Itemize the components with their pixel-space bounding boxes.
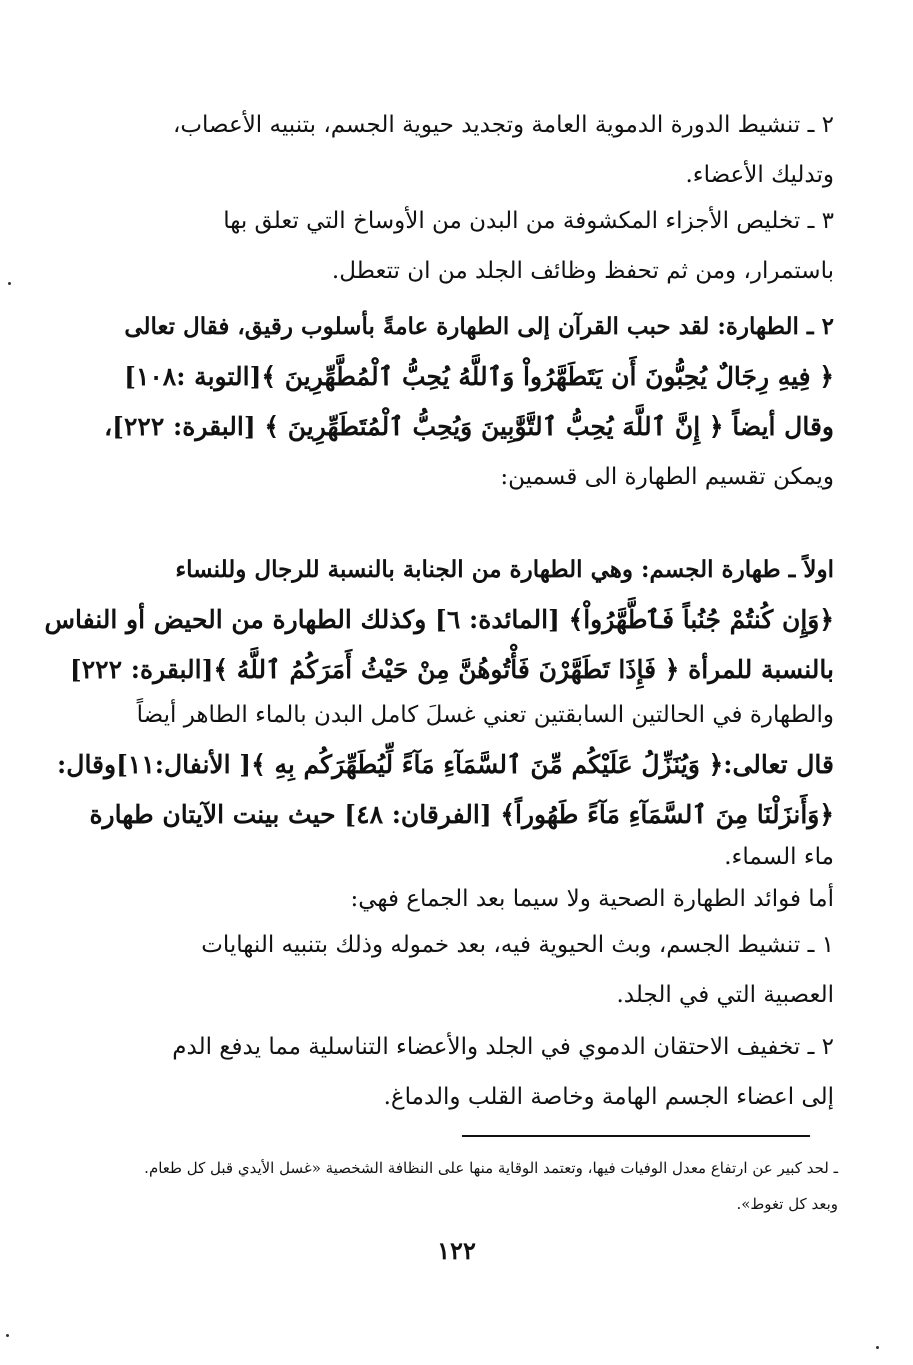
paragraph-benefits-intro bbox=[112, 874, 834, 924]
benefit-item-1 bbox=[112, 920, 834, 1020]
quran-verse-line: ﴿ فِيهِ رِجَالٌ يُحِبُّونَ أَن يَتَطَهَّرُواْ وَٱللَّهُ يُحِبُّ ٱلْمُطَّهِّرِينَ ﴾[التوبة :١٠٨] bbox=[124, 362, 834, 391]
text-line: ويمكن تقسيم الطهارة الى قسمين: bbox=[500, 464, 834, 490]
subsection-body-purity bbox=[44, 545, 834, 695]
benefit-item-2 bbox=[112, 1022, 834, 1122]
quran-verse-line: ﴿وَأَنزَلْنَا مِنَ ٱلسَّمَآءِ مَآءً طَهُوراً﴾ [الفرقان: ٤٨] حيث بينت الآيتان طهارة bbox=[89, 800, 834, 829]
scan-speck bbox=[876, 1346, 879, 1349]
quran-verse-line: ﴿وَإِن كُنتُمْ جُنُباً فَٱطَّهَّرُواْ﴾ [المائدة: ٦] وكذلك الطهارة من الحيض أو النفاس bbox=[44, 605, 834, 634]
quran-verse-line: بالنسبة للمرأة ﴿ فَإِذَا تَطَهَّرْنَ فَأْتُوهُنَّ مِنْ حَيْثُ أَمَرَكُمُ ٱللَّهُ ﴾[البقرة: ٢٢٢] bbox=[69, 655, 834, 684]
text-line: والطهارة في الحالتين السابقتين تعني غسلَ كامل البدن بالماء الطاهر أيضاً bbox=[136, 702, 834, 728]
footnotes bbox=[96, 1150, 838, 1222]
page-number: ١٢٢ bbox=[437, 1236, 476, 1265]
section-purity bbox=[104, 302, 834, 502]
text-line: أما فوائد الطهارة الصحية ولا سيما بعد الجماع فهي: bbox=[350, 886, 834, 912]
footnote-line: ـ لحد كبير عن ارتفاع معدل الوفيات فيها، وتعتمد الوقاية منها على النظافة الشخصية «غسل الأيدي قبل كل طعام. bbox=[144, 1159, 838, 1177]
paragraph-circulation bbox=[112, 100, 834, 200]
scan-speck bbox=[6, 1334, 9, 1337]
text-line: إلى اعضاء الجسم الهامة وخاصة القلب والدماغ. bbox=[383, 1084, 834, 1110]
text-line: ٣ ـ تخليص الأجزاء المكشوفة من البدن من الأوساخ التي تعلق بها bbox=[223, 208, 834, 234]
text-line: ٢ ـ تخفيف الاحتقان الدموي في الجلد والأعضاء التناسلية مما يدفع الدم bbox=[172, 1034, 834, 1060]
text-line: باستمرار، ومن ثم تحفظ وظائف الجلد من ان تتعطل. bbox=[331, 258, 834, 284]
text-line: ١ ـ تنشيط الجسم، وبث الحيوية فيه، بعد خموله وذلك بتنبيه النهايات bbox=[201, 932, 834, 958]
quran-verse-line: قال تعالى:﴿ وَيُنَزِّلُ عَلَيْكُم مِّنَ ٱلسَّمَآءِ مَآءً لِّيُطَهِّرَكُم بِهِ ﴾[ الأنفال:١١]وقال: bbox=[57, 750, 834, 779]
scan-speck bbox=[8, 282, 11, 285]
quran-verse-line: وقال أيضاً ﴿ إِنَّ ٱللَّهَ يُحِبُّ ٱلتَّوَّٰبِينَ وَيُحِبُّ ٱلْمُتَطَهِّرِينَ ﴾ [البقرة: ٢٢٢]، bbox=[104, 412, 834, 441]
text-line: العصبية التي في الجلد. bbox=[616, 982, 834, 1008]
text-line: ٢ ـ تنشيط الدورة الدموية العامة وتجديد حيوية الجسم، بتنبيه الأعصاب، bbox=[172, 112, 834, 138]
text-line: وتدليك الأعضاء. bbox=[685, 162, 834, 188]
paragraph-cleaning bbox=[112, 196, 834, 296]
footnote-separator bbox=[462, 1135, 810, 1137]
footnote-line: وبعد كل تغوط». bbox=[736, 1195, 838, 1213]
subsection-heading-line: اولاً ـ طهارة الجسم: وهي الطهارة من الجنابة بالنسبة للرجال وللنساء bbox=[175, 556, 834, 583]
text-line: ماء السماء. bbox=[724, 844, 834, 870]
section-heading-line: ٢ ـ الطهارة: لقد حبب القرآن إلى الطهارة عامةً بأسلوب رقيق، فقال تعالى bbox=[124, 313, 834, 340]
paragraph-water bbox=[57, 690, 834, 874]
